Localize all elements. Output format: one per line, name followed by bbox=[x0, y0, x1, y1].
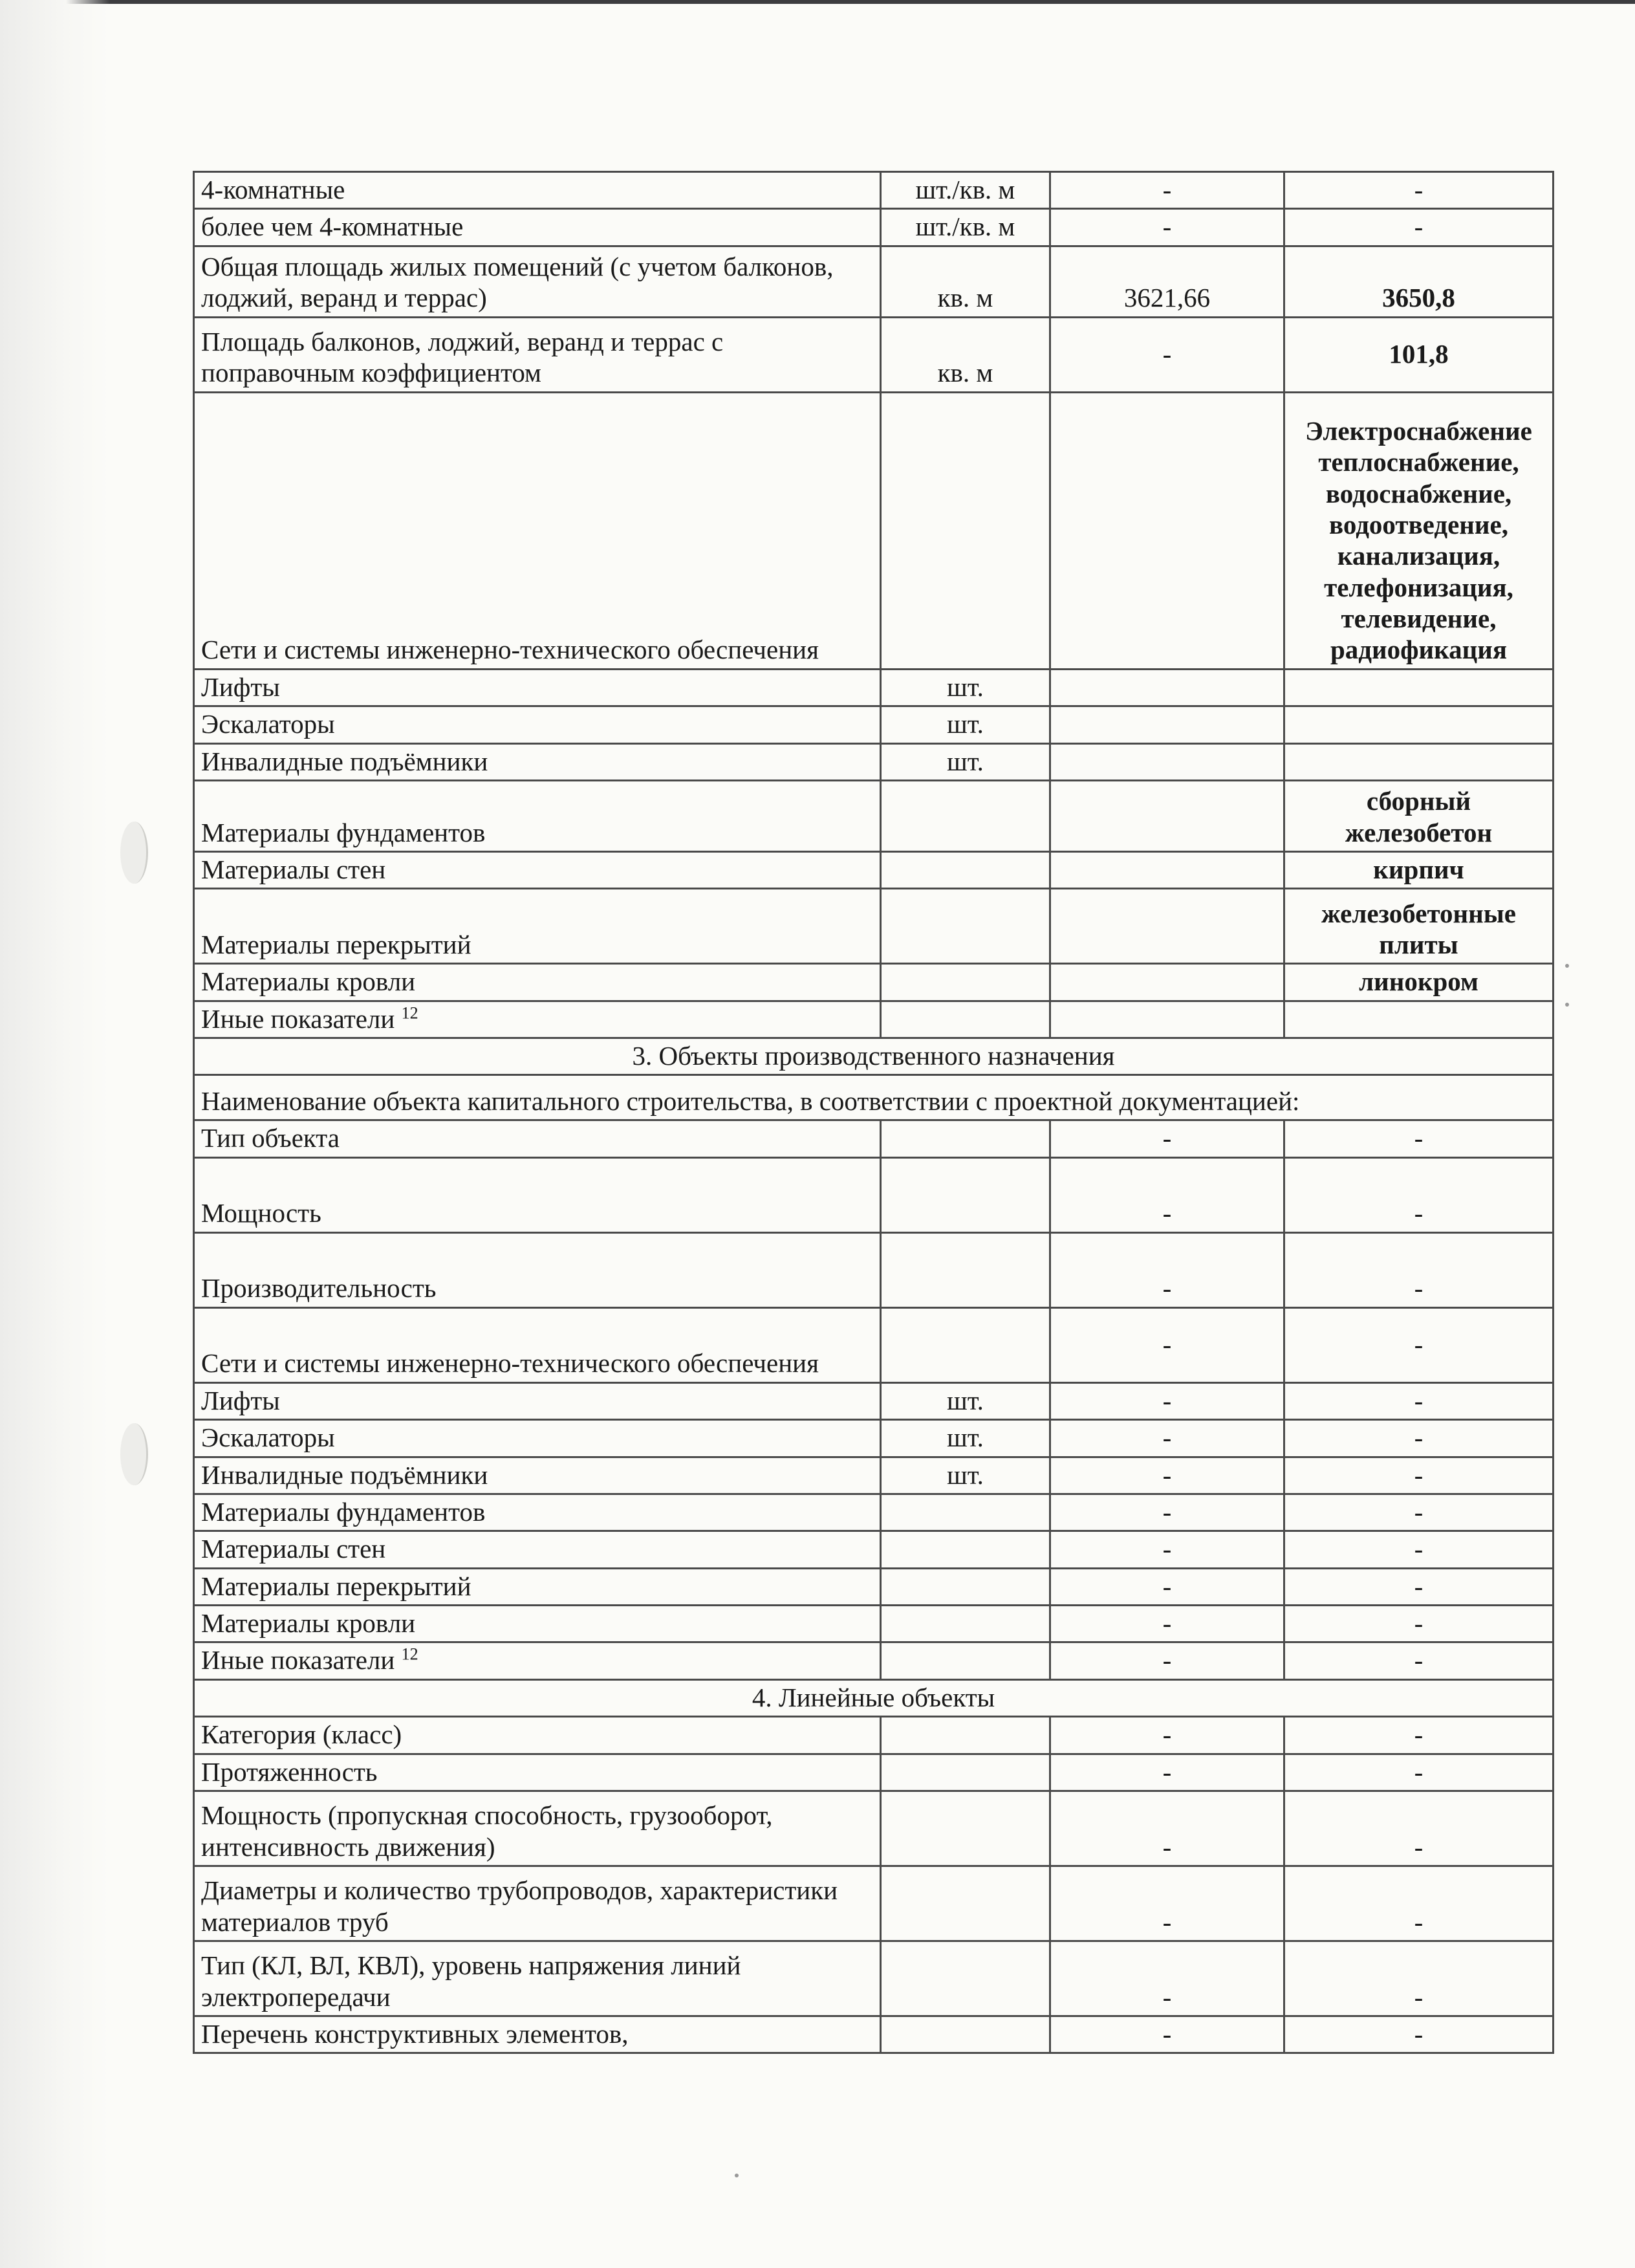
project-value-cell bbox=[1050, 964, 1284, 1001]
table-row bbox=[194, 2016, 1554, 2053]
unit-cell: шт./кв. м bbox=[881, 172, 1050, 209]
actual-value-cell: линокром bbox=[1284, 964, 1554, 1001]
unit-cell: шт. bbox=[881, 706, 1050, 743]
indicator-name: Материалы перекрытий bbox=[194, 889, 881, 964]
indicator-name: Сети и системы инженерно-технического обеспечения bbox=[194, 1307, 881, 1382]
table-row bbox=[194, 1157, 1554, 1232]
table-row bbox=[194, 889, 1554, 964]
project-value-cell: - bbox=[1050, 317, 1284, 392]
indicator-name: Лифты bbox=[194, 669, 881, 706]
actual-value-cell: - bbox=[1284, 1754, 1554, 1791]
project-value-cell: - bbox=[1050, 1232, 1284, 1307]
indicator-name: Мощность (пропускная способность, грузооборот, интенсивность движения) bbox=[194, 1791, 881, 1866]
table-row bbox=[194, 669, 1554, 706]
unit-cell bbox=[881, 1531, 1050, 1568]
indicator-name: Материалы кровли bbox=[194, 964, 881, 1001]
table-row bbox=[194, 1038, 1554, 1075]
table-row bbox=[194, 706, 1554, 743]
project-value-cell bbox=[1050, 669, 1284, 706]
project-value-cell bbox=[1050, 706, 1284, 743]
unit-cell bbox=[881, 780, 1050, 851]
unit-cell bbox=[881, 964, 1050, 1001]
indicator-name: Сети и системы инженерно-технического обеспечения bbox=[194, 392, 881, 669]
indicator-name: Материалы стен bbox=[194, 851, 881, 888]
characteristics-table bbox=[193, 171, 1554, 2054]
actual-value-cell: железобетонные плиты bbox=[1284, 889, 1554, 964]
scan-speck bbox=[1565, 1003, 1569, 1007]
indicator-name: Иные показатели $^{12}$ bbox=[194, 1642, 881, 1679]
table-row bbox=[194, 1001, 1554, 1038]
indicator-name: 4-комнатные bbox=[194, 172, 881, 209]
project-value-cell: - bbox=[1050, 1531, 1284, 1568]
unit-cell: кв. м bbox=[881, 317, 1050, 392]
unit-cell bbox=[881, 1791, 1050, 1866]
indicator-name: Площадь балконов, лоджий, веранд и террас с поправочным коэффициентом bbox=[194, 317, 881, 392]
unit-cell bbox=[881, 1157, 1050, 1232]
indicator-name: Инвалидные подъёмники bbox=[194, 743, 881, 780]
indicator-name: Лифты bbox=[194, 1382, 881, 1419]
unit-cell: шт. bbox=[881, 1382, 1050, 1419]
project-value-cell: - bbox=[1050, 1307, 1284, 1382]
project-value-cell: - bbox=[1050, 209, 1284, 246]
footnote-ref: 12 bbox=[401, 1644, 418, 1664]
scan-speck bbox=[1565, 964, 1569, 968]
actual-value-cell: - bbox=[1284, 2016, 1554, 2053]
unit-cell bbox=[881, 851, 1050, 888]
indicator-name: Материалы кровли bbox=[194, 1606, 881, 1642]
table-row bbox=[194, 1754, 1554, 1791]
project-value-cell bbox=[1050, 743, 1284, 780]
project-value-cell: - bbox=[1050, 1642, 1284, 1679]
actual-value-cell: - bbox=[1284, 1420, 1554, 1457]
actual-value-cell: 101,8 bbox=[1284, 317, 1554, 392]
project-value-cell: - bbox=[1050, 1866, 1284, 1941]
table-row bbox=[194, 1457, 1554, 1494]
indicator-name: Мощность bbox=[194, 1157, 881, 1232]
unit-cell: шт. bbox=[881, 743, 1050, 780]
actual-value-cell: - bbox=[1284, 1642, 1554, 1679]
actual-value-cell: - bbox=[1284, 1457, 1554, 1494]
project-value-cell bbox=[1050, 1001, 1284, 1038]
project-value-cell: - bbox=[1050, 1157, 1284, 1232]
indicator-name: Тип объекта bbox=[194, 1120, 881, 1157]
table-row bbox=[194, 246, 1554, 317]
project-value-cell: - bbox=[1050, 1754, 1284, 1791]
section-title: 4. Линейные объекты bbox=[194, 1679, 1554, 1716]
actual-value-cell: 3650,8 bbox=[1284, 246, 1554, 317]
actual-value-cell: - bbox=[1284, 1606, 1554, 1642]
actual-value-cell: - bbox=[1284, 1531, 1554, 1568]
table-row bbox=[194, 172, 1554, 209]
section-subtitle: Наименование объекта капитального строительства, в соответствии с проектной документацией: bbox=[194, 1075, 1554, 1120]
table-row bbox=[194, 1382, 1554, 1419]
table-row bbox=[194, 1791, 1554, 1866]
unit-cell bbox=[881, 1606, 1050, 1642]
project-value-cell: - bbox=[1050, 1791, 1284, 1866]
actual-value-cell: - bbox=[1284, 1307, 1554, 1382]
table-row bbox=[194, 1679, 1554, 1716]
actual-value-cell bbox=[1284, 706, 1554, 743]
actual-value-cell: - bbox=[1284, 1157, 1554, 1232]
project-value-cell: - bbox=[1050, 1606, 1284, 1642]
project-value-cell: - bbox=[1050, 1494, 1284, 1531]
project-value-cell bbox=[1050, 851, 1284, 888]
table-row bbox=[194, 1866, 1554, 1941]
unit-cell bbox=[881, 889, 1050, 964]
unit-cell: шт. bbox=[881, 1457, 1050, 1494]
unit-cell bbox=[881, 1494, 1050, 1531]
table-row bbox=[194, 1120, 1554, 1157]
project-value-cell: - bbox=[1050, 1457, 1284, 1494]
table-row bbox=[194, 1606, 1554, 1642]
actual-value-cell: кирпич bbox=[1284, 851, 1554, 888]
indicator-name: Материалы стен bbox=[194, 1531, 881, 1568]
actual-value-cell bbox=[1284, 669, 1554, 706]
indicator-name: Материалы перекрытий bbox=[194, 1568, 881, 1605]
table-row bbox=[194, 1075, 1554, 1120]
table-row bbox=[194, 1307, 1554, 1382]
project-value-cell: 3621,66 bbox=[1050, 246, 1284, 317]
indicator-name: Материалы фундаментов bbox=[194, 1494, 881, 1531]
indicator-name: Диаметры и количество трубопроводов, характеристики материалов труб bbox=[194, 1866, 881, 1941]
actual-value-cell: - bbox=[1284, 1717, 1554, 1754]
table-row bbox=[194, 1941, 1554, 2016]
indicator-name: Категория (класс) bbox=[194, 1717, 881, 1754]
table-row bbox=[194, 317, 1554, 392]
unit-cell bbox=[881, 1941, 1050, 2016]
project-value-cell: - bbox=[1050, 2016, 1284, 2053]
table-row bbox=[194, 392, 1554, 669]
project-value-cell: - bbox=[1050, 1941, 1284, 2016]
hole-punch-notch bbox=[120, 1423, 148, 1485]
indicator-name: Тип (КЛ, ВЛ, КВЛ), уровень напряжения линий электропередачи bbox=[194, 1941, 881, 2016]
table-row bbox=[194, 1531, 1554, 1568]
actual-value-cell: Электроснабжение теплоснабжение, водоснабжение, водоотведение, канализация, телефонизация, телевидение, радиофикация bbox=[1284, 392, 1554, 669]
table-row bbox=[194, 964, 1554, 1001]
unit-cell: шт./кв. м bbox=[881, 209, 1050, 246]
project-value-cell bbox=[1050, 889, 1284, 964]
project-value-cell bbox=[1050, 780, 1284, 851]
indicator-name: Перечень конструктивных элементов, bbox=[194, 2016, 881, 2053]
project-value-cell: - bbox=[1050, 1382, 1284, 1419]
project-value-cell: - bbox=[1050, 172, 1284, 209]
actual-value-cell: - bbox=[1284, 1120, 1554, 1157]
actual-value-cell: - bbox=[1284, 1568, 1554, 1605]
table-row bbox=[194, 1232, 1554, 1307]
actual-value-cell: сборный железобетон bbox=[1284, 780, 1554, 851]
actual-value-cell: - bbox=[1284, 1791, 1554, 1866]
indicator-name: Эскалаторы bbox=[194, 706, 881, 743]
hole-punch-notch bbox=[120, 822, 148, 884]
actual-value-cell: - bbox=[1284, 1494, 1554, 1531]
unit-cell bbox=[881, 1717, 1050, 1754]
unit-cell bbox=[881, 1568, 1050, 1605]
table-row bbox=[194, 1420, 1554, 1457]
unit-cell: шт. bbox=[881, 1420, 1050, 1457]
unit-cell bbox=[881, 1232, 1050, 1307]
table-row bbox=[194, 1642, 1554, 1679]
unit-cell: кв. м bbox=[881, 246, 1050, 317]
unit-cell bbox=[881, 1866, 1050, 1941]
actual-value-cell bbox=[1284, 743, 1554, 780]
table-row bbox=[194, 1494, 1554, 1531]
actual-value-cell: - bbox=[1284, 1941, 1554, 2016]
scan-speck bbox=[735, 2174, 739, 2177]
project-value-cell: - bbox=[1050, 1568, 1284, 1605]
unit-cell bbox=[881, 1307, 1050, 1382]
actual-value-cell: - bbox=[1284, 172, 1554, 209]
table-row bbox=[194, 209, 1554, 246]
actual-value-cell bbox=[1284, 1001, 1554, 1038]
actual-value-cell: - bbox=[1284, 1866, 1554, 1941]
table-row bbox=[194, 743, 1554, 780]
table-row bbox=[194, 851, 1554, 888]
project-value-cell: - bbox=[1050, 1420, 1284, 1457]
indicator-name: Производительность bbox=[194, 1232, 881, 1307]
indicator-name: Общая площадь жилых помещений (с учетом балконов, лоджий, веранд и террас) bbox=[194, 246, 881, 317]
unit-cell bbox=[881, 1754, 1050, 1791]
project-value-cell: - bbox=[1050, 1120, 1284, 1157]
indicator-name: Эскалаторы bbox=[194, 1420, 881, 1457]
unit-cell bbox=[881, 392, 1050, 669]
scan-left-shadow bbox=[0, 0, 110, 2268]
table-row bbox=[194, 780, 1554, 851]
actual-value-cell: - bbox=[1284, 209, 1554, 246]
unit-cell bbox=[881, 1001, 1050, 1038]
table-row bbox=[194, 1717, 1554, 1754]
section-title: 3. Объекты производственного назначения bbox=[194, 1038, 1554, 1075]
footnote-ref: 12 bbox=[401, 1003, 418, 1022]
project-value-cell bbox=[1050, 392, 1284, 669]
indicator-name: Иные показатели $^{12}$ bbox=[194, 1001, 881, 1038]
unit-cell bbox=[881, 2016, 1050, 2053]
indicator-name: Протяженность bbox=[194, 1754, 881, 1791]
project-value-cell: - bbox=[1050, 1717, 1284, 1754]
scan-top-edge bbox=[0, 0, 1635, 4]
indicator-name: более чем 4-комнатные bbox=[194, 209, 881, 246]
unit-cell bbox=[881, 1642, 1050, 1679]
table-row bbox=[194, 1568, 1554, 1605]
unit-cell bbox=[881, 1120, 1050, 1157]
indicator-name: Материалы фундаментов bbox=[194, 780, 881, 851]
unit-cell: шт. bbox=[881, 669, 1050, 706]
actual-value-cell: - bbox=[1284, 1382, 1554, 1419]
actual-value-cell: - bbox=[1284, 1232, 1554, 1307]
indicator-name: Инвалидные подъёмники bbox=[194, 1457, 881, 1494]
